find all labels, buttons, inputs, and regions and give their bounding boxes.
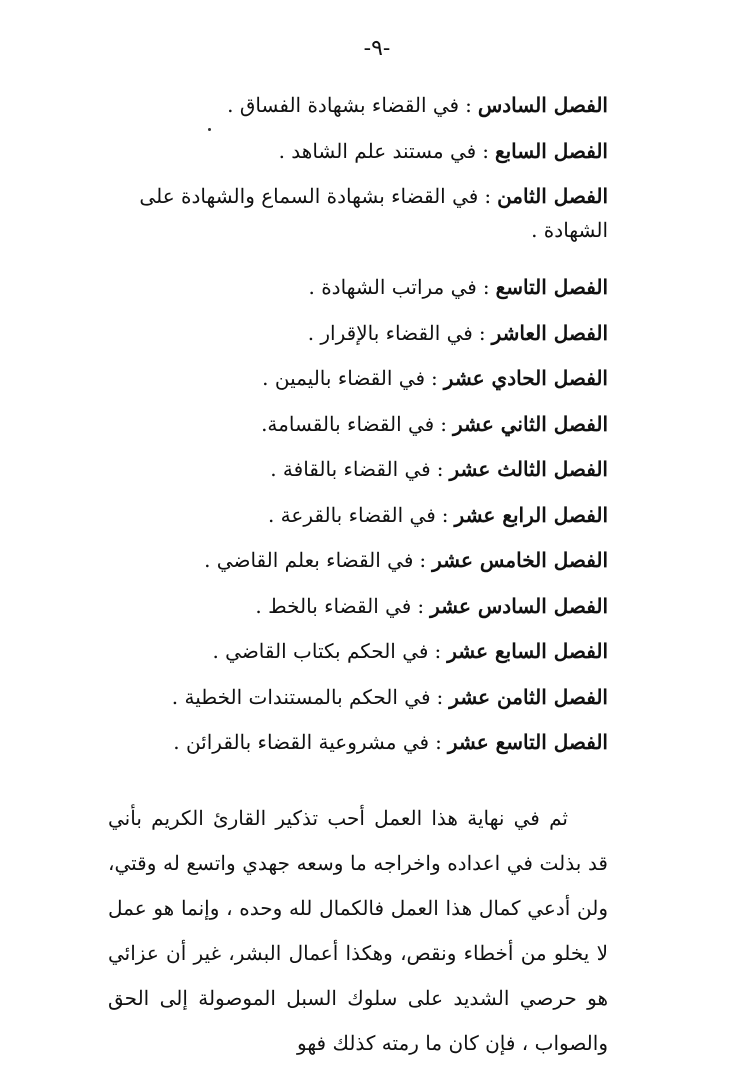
chapter-separator: : xyxy=(417,593,425,618)
chapter-separator: : xyxy=(465,93,472,117)
chapter-title: في القضاء بعلم القاضي . xyxy=(204,548,414,572)
chapter-title: في القضاء بالقسامة. xyxy=(261,411,435,436)
chapter-item xyxy=(108,270,608,316)
chapter-item xyxy=(108,88,608,134)
chapter-item xyxy=(108,543,608,589)
chapter-label: الفصل الثامن xyxy=(497,184,608,208)
chapter-item xyxy=(108,680,608,726)
chapter-list xyxy=(108,88,608,771)
chapter-label: الفصل التاسع عشر xyxy=(447,730,608,754)
chapter-title: في القضاء بشهادة السماع والشهادة على الشهادة . xyxy=(139,184,608,242)
chapter-label: الفصل السادس xyxy=(477,93,608,117)
chapter-title: في مشروعية القضاء بالقرائن . xyxy=(173,730,430,754)
chapter-title: في مراتب الشهادة . xyxy=(308,275,477,299)
chapter-title: في القضاء بالقافة . xyxy=(270,457,431,481)
chapter-item xyxy=(108,361,608,407)
chapter-title: في الحكم بالمستندات الخطية . xyxy=(171,684,431,709)
chapter-label: الفصل السادس عشر xyxy=(430,593,608,618)
chapter-title: في القضاء بالخط . xyxy=(255,593,412,618)
chapter-separator: : xyxy=(482,138,489,163)
chapter-separator: : xyxy=(478,320,486,345)
closing-paragraph: ثم في نهاية هذا العمل أحب تذكير القارئ الكريم بأني قد بذلت في اعداده واخراجه ما وسعه جهدي واتسع له وقتي، ولن أدعي كمال هذا العمل فالكمال لله وحده ، وإنما هو عمل لا يخلو من أخطاء ونقص، وهكذا أعمال البشر، غير أن عزائي هو حرصي الشديد على سلوك السبل الموصولة إلى الحق والصواب ، فإن كان ما رمته كذلك فهو xyxy=(108,806,608,1055)
chapter-label: الفصل الثالث عشر xyxy=(449,457,608,481)
chapter-separator: : xyxy=(436,457,444,481)
chapter-title: في القضاء بالقرعة . xyxy=(267,502,436,527)
chapter-label: الفصل الرابع عشر xyxy=(454,502,608,527)
chapter-title: في القضاء بشهادة الفساق . xyxy=(227,93,460,117)
chapter-title: في القضاء بالإقرار . xyxy=(307,320,473,345)
chapter-separator: : xyxy=(440,411,447,436)
chapter-item xyxy=(108,498,608,544)
chapter-separator: : xyxy=(482,275,490,299)
chapter-separator: : xyxy=(434,639,442,663)
chapter-separator: : xyxy=(436,684,444,709)
chapter-label: الفصل الحادي عشر xyxy=(443,366,608,390)
chapter-title: في القضاء باليمين . xyxy=(262,366,426,390)
chapter-title: في مستند علم الشاهد . xyxy=(278,138,477,163)
chapter-label: الفصل الخامس عشر xyxy=(432,548,608,572)
chapter-separator: : xyxy=(484,184,492,208)
chapter-item xyxy=(108,589,608,635)
chapter-label: الفصل السابع عشر xyxy=(447,639,608,663)
chapter-label: الفصل الثاني عشر xyxy=(452,411,608,436)
chapter-label: الفصل السابع xyxy=(494,138,608,163)
page-number: -٩- xyxy=(363,36,391,61)
chapter-label: الفصل الثامن عشر xyxy=(449,684,608,709)
chapter-separator: : xyxy=(441,502,449,527)
chapter-label: الفصل العاشر xyxy=(491,320,608,345)
chapter-item xyxy=(108,725,608,771)
chapter-item xyxy=(108,452,608,498)
chapter-separator: : xyxy=(435,730,442,754)
chapter-item xyxy=(108,134,608,180)
chapter-item xyxy=(108,316,608,362)
chapter-label: الفصل التاسع xyxy=(495,275,608,299)
chapter-item xyxy=(108,407,608,453)
chapter-separator: : xyxy=(431,366,438,390)
chapter-item xyxy=(108,634,608,680)
chapter-item xyxy=(108,179,608,270)
chapter-separator: : xyxy=(419,548,427,572)
chapter-title: في الحكم بكتاب القاضي . xyxy=(212,639,429,663)
